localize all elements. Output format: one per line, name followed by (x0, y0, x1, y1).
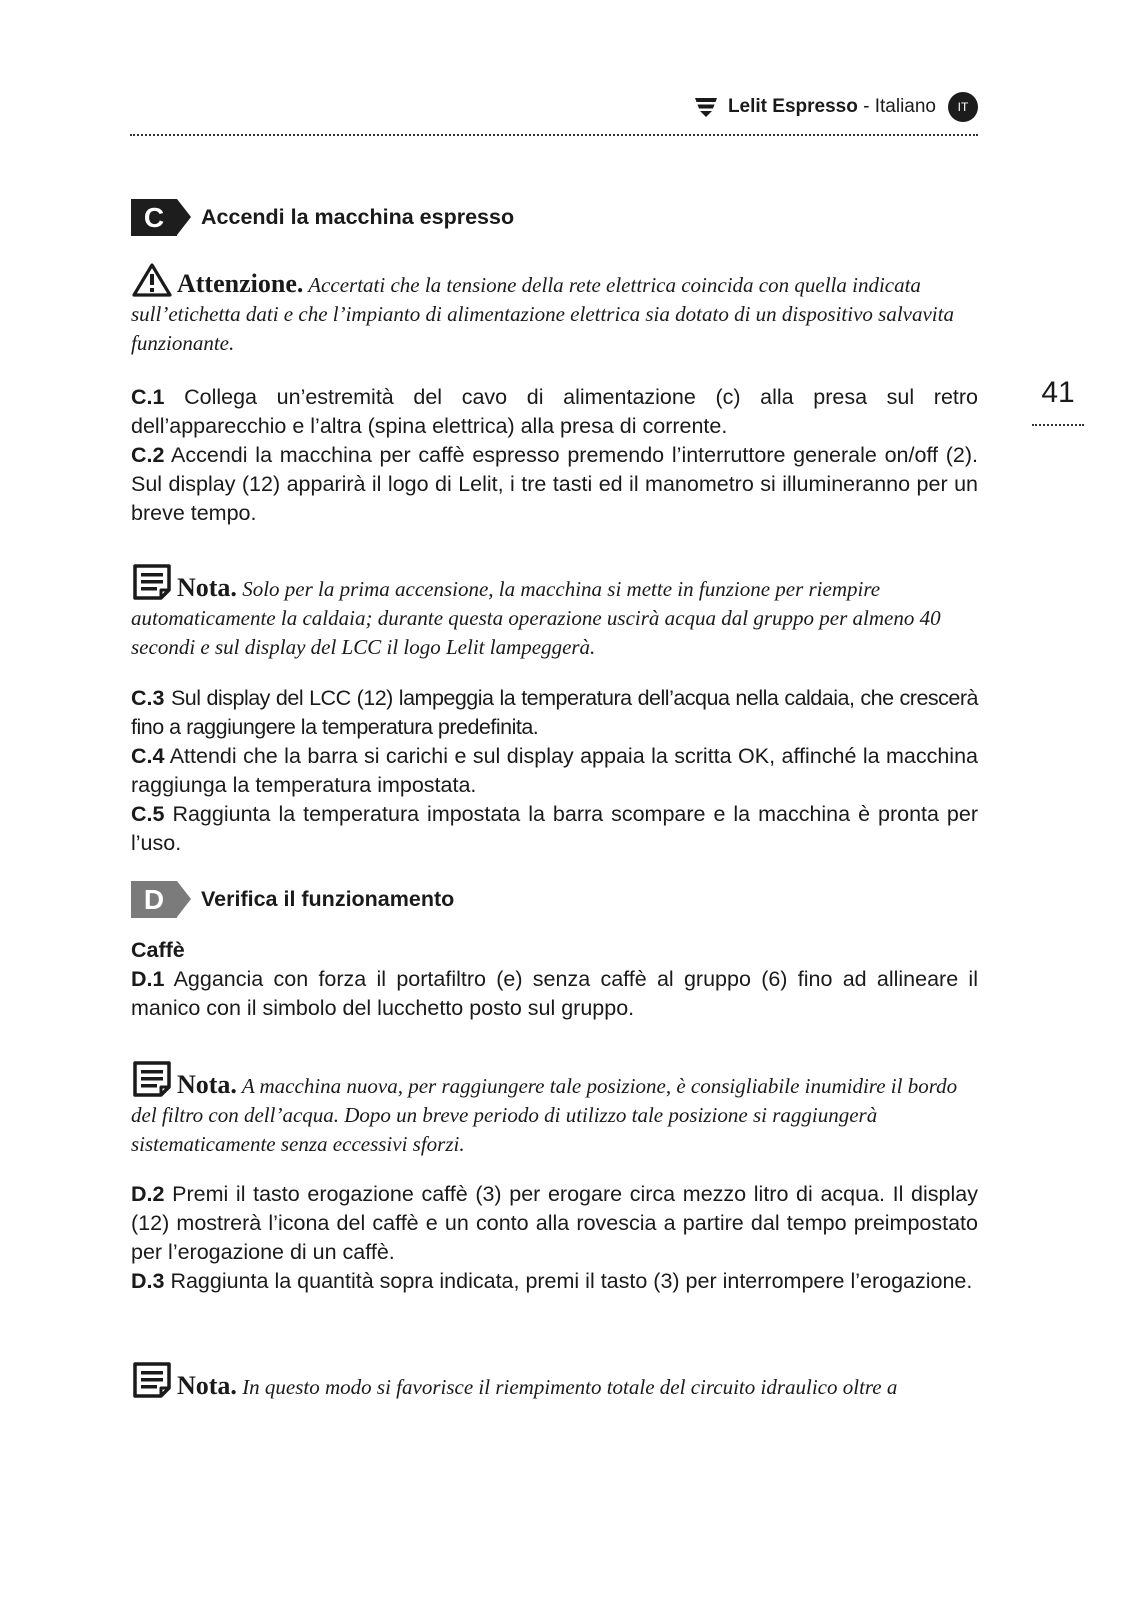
note-text: In questo modo si favorisce il riempimento totale del circuito idraulico oltre a (242, 1375, 898, 1399)
section-c-steps-a (131, 383, 978, 528)
note-icon (131, 562, 173, 602)
section-d-steps-b (131, 1180, 978, 1296)
note-label: Nota. (177, 1070, 237, 1099)
note-text: A macchina nuova, per raggiungere tale posizione, è consigliabile inumidire il bordo del filtro con dell’acqua. Dopo un breve periodo di utilizzo tale posizione si raggiungerà sistematicamente senza eccessivi sforzi. (131, 1074, 958, 1156)
page-header (130, 90, 978, 124)
note-icon (131, 1360, 173, 1400)
note-block-c (131, 562, 978, 662)
note-block-d2 (131, 1360, 978, 1402)
section-d-title: Verifica il funzionamento (201, 887, 455, 911)
section-c-title: Accendi la macchina espresso (201, 205, 515, 229)
step-c4: C.4 Attendi che la barra si carichi e sul display appaia la scritta OK, affinché la macchina raggiunga la temperatura impostata. (131, 744, 978, 797)
header-divider (130, 134, 978, 136)
section-c-header (131, 199, 514, 236)
header-separator: - (857, 96, 875, 117)
note-label: Nota. (177, 1371, 237, 1400)
page-number: 41 (1041, 376, 1075, 409)
step-c3: C.3 Sul display del LCC (12) lampeggia la temperatura dell’acqua nella caldaia, che crescerà fino a raggiungere la temperatura predefinita. (131, 686, 978, 739)
section-c-badge: C (131, 199, 177, 236)
step-d2: D.2 Premi il tasto erogazione caffè (3) per erogare circa mezzo litro di acqua. Il display (12) mostrerà l’icona del caffè e un conto alla rovescia a partire dal tempo preimpostato per l’erogazione di un caffè. (131, 1182, 978, 1264)
note-text: Solo per la prima accensione, la macchina si mette in funzione per riempire automaticamente la caldaia; durante questa operazione uscirà acqua dal gruppo per almeno 40 secondi e sul display del LCC il logo Lelit lampeggerà. (131, 577, 941, 659)
warning-text: Accertati che la tensione della rete elettrica coincida con quella indicata sull’etichetta dati e che l’impianto di alimentazione elettrica sia dotato di un dispositivo salvavita funzionante. (131, 273, 954, 355)
section-d-badge: D (131, 881, 177, 918)
step-c1: C.1 Collega un’estremità del cavo di alimentazione (c) alla presa sul retro dell’apparecchio e l’altra (spina elettrica) alla presa di corrente. (131, 385, 978, 438)
warning-label: Attenzione. (177, 269, 304, 298)
step-c5: C.5 Raggiunta la temperatura impostata la barra scompare e la macchina è pronta per l’uso. (131, 802, 978, 855)
page-number-divider (1032, 424, 1084, 426)
warning-triangle-icon (131, 262, 173, 298)
language-label: Italiano (874, 96, 936, 117)
note-block-d1 (131, 1059, 978, 1159)
subhead-caffe: Caffè (131, 938, 185, 962)
step-d3: D.3 Raggiunta la quantità sopra indicata, premi il tasto (3) per interrompere l’erogazione. (131, 1269, 973, 1293)
section-d-header (131, 881, 454, 918)
step-c2: C.2 Accendi la macchina per caffè espresso premendo l’interruttore generale on/off (2). Sul display (12) apparirà il logo di Lelit, i tre tasti ed il manometro si illumineranno per un breve tempo. (131, 443, 979, 525)
language-badge: IT (948, 92, 978, 122)
warning-block (131, 262, 978, 358)
section-c-steps-b (131, 684, 978, 858)
brand-name: Lelit Espresso (727, 96, 858, 117)
note-icon (131, 1059, 173, 1099)
step-d1: D.1 Aggancia con forza il portafiltro (e) senza caffè al gruppo (6) fino ad allineare il manico con il simbolo del lucchetto posto sul gruppo. (131, 967, 978, 1020)
note-label: Nota. (177, 573, 237, 602)
lelit-logo-icon (694, 96, 718, 118)
section-d-steps-a (131, 936, 978, 1023)
